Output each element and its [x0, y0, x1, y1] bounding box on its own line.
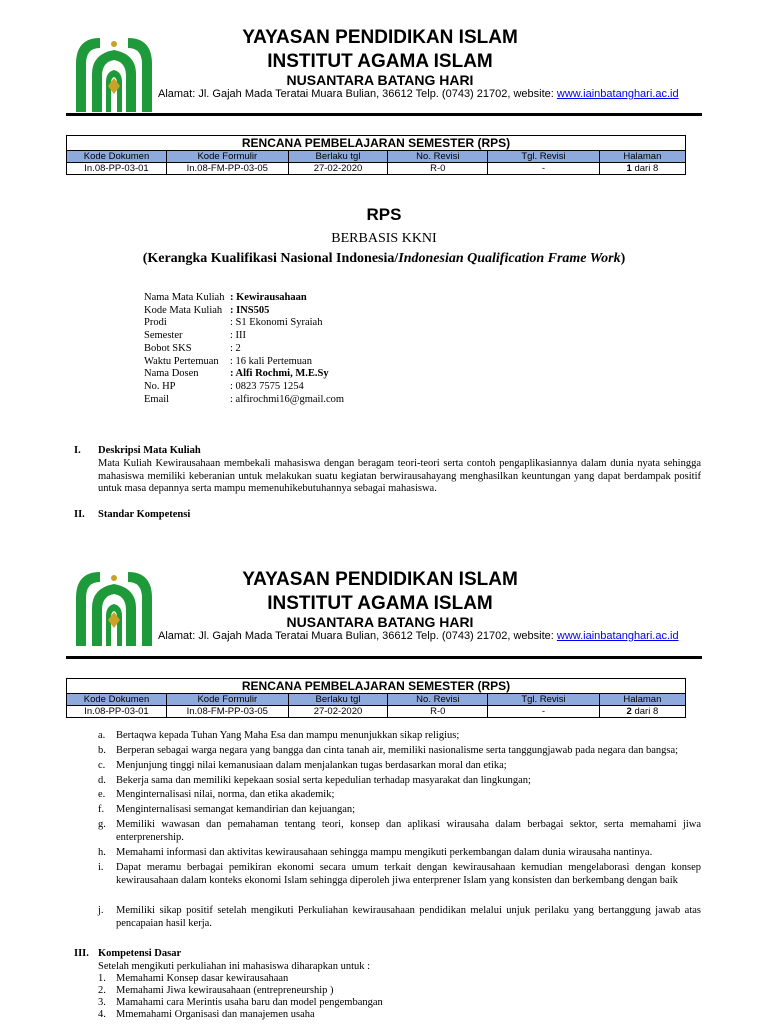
info-label: Waktu Pertemuan [144, 355, 219, 367]
numbered-item [98, 1009, 315, 1022]
table-header-row [67, 694, 686, 706]
list-text: Menginternalisasi nilai, norma, dan etika akademik; [116, 789, 335, 800]
website-link[interactable]: www.iainbatanghari.ac.id [556, 630, 679, 642]
info-row [144, 330, 344, 343]
value-cell: In.08-FM-PP-03-05 [167, 163, 289, 175]
list-item [98, 744, 701, 757]
section-intro: Setelah mengikuti perkuliahan ini mahasiswa diharapkan untuk : [98, 961, 371, 972]
info-label: Email [144, 393, 170, 405]
header-divider [66, 113, 702, 116]
list-text: Memahami Jiwa kewirausahaan (entrepreneurship ) [116, 985, 334, 996]
section-number: I. [74, 445, 81, 456]
page-cell [599, 163, 685, 175]
list-marker: h. [98, 847, 106, 858]
value-cell: - [488, 706, 600, 718]
list-text: Berperan sebagai warga negara yang bangga dan cinta tanah air, memiliki nasionalisme serta tanggungjawab pada negara dan bangsa; [116, 745, 679, 756]
table-row [67, 163, 686, 175]
info-label: No. HP [144, 380, 176, 392]
info-row [144, 394, 344, 407]
info-label: Bobot SKS [144, 342, 192, 354]
list-item [98, 788, 701, 801]
section-number: II. [74, 509, 85, 520]
kkni-subtitle-text: (Kerangka Kualifikasi Nasional Indonesia/ [142, 251, 399, 266]
info-value: : INS505 [230, 304, 270, 316]
value-cell: 27-02-2020 [288, 163, 388, 175]
document-control-table [66, 678, 686, 718]
value-cell: - [488, 163, 600, 175]
info-row [144, 317, 344, 330]
info-row [144, 292, 344, 305]
institute-logo [70, 568, 158, 648]
list-marker: 3. [98, 997, 106, 1008]
document-control-table [66, 135, 686, 175]
table-caption: RENCANA PEMBELAJARAN SEMESTER (RPS) [67, 136, 686, 151]
address [158, 630, 679, 643]
list-marker: a. [98, 730, 106, 741]
list-text: Memahami Konsep dasar kewirausahaan [116, 973, 289, 984]
header-cell: Berlaku tgl [288, 151, 388, 163]
header-cell: Kode Formulir [167, 694, 289, 706]
list-marker: 4. [98, 1009, 106, 1020]
list-text: Memiliki sikap positif setelah mengikuti Perkuliahan kewirausahaan pendidikan melalui unjuk perilaku yang bertanggung jawab atas pencapaian hasil kerja. [116, 905, 701, 929]
list-item [98, 818, 701, 844]
table-header-row [67, 151, 686, 163]
info-label: Semester [144, 330, 183, 342]
list-item [98, 861, 701, 887]
value-cell: 27-02-2020 [288, 706, 388, 718]
address-text: Alamat: Jl. Gajah Mada Teratai Muara Bulian, 36612 Telp. (0743) 21702, website: [158, 88, 557, 100]
section-number: III. [74, 948, 89, 959]
list-marker: d. [98, 775, 106, 786]
info-value: : Kewirausahaan [230, 292, 307, 303]
list-text: Bekerja sama dan memiliki kepekaan sosial serta kepedulian terhadap masyarakat dan lingkungan; [116, 775, 531, 786]
header-cell: Kode Formulir [167, 151, 289, 163]
header-cell: Halaman [599, 151, 685, 163]
list-item [98, 774, 701, 787]
value-cell: R-0 [388, 706, 488, 718]
page-total: dari 8 [631, 163, 659, 174]
list-item [98, 846, 701, 859]
list-marker: i. [98, 862, 104, 873]
list-text: Bertaqwa kepada Tuhan Yang Maha Esa dan mampu menunjukkan sikap religius; [116, 730, 460, 741]
list-item [98, 759, 701, 772]
website-link[interactable]: www.iainbatanghari.ac.id [556, 88, 679, 100]
institute-location: NUSANTARA BATANG HARI [286, 614, 474, 630]
list-text: Menjunjung tinggi nilai kemanusiaan dalam menjalankan tugas berdasarkan moral dan etika; [116, 760, 507, 771]
info-value: : III [230, 330, 247, 342]
document-title: RPS [366, 205, 402, 224]
value-cell: R-0 [388, 163, 488, 175]
info-value: : 0823 7575 1254 [230, 380, 304, 392]
list-item [98, 729, 701, 742]
info-value: : 2 [230, 342, 241, 354]
list-marker: c. [98, 760, 106, 771]
list-marker: 2. [98, 985, 106, 996]
table-row [67, 706, 686, 718]
value-cell: In.08-FM-PP-03-05 [167, 706, 289, 718]
info-row [144, 368, 344, 381]
section-title: Standar Kompetensi [98, 509, 191, 520]
info-value: : S1 Ekonomi Syraiah [230, 317, 323, 329]
list-marker: f. [98, 804, 105, 815]
numbered-item [98, 973, 288, 986]
document-subtitle: BERBASIS KKNI [331, 231, 437, 246]
foundation-name: YAYASAN PENDIDIKAN ISLAM [242, 27, 518, 48]
list-text: Memahami informasi dan aktivitas kewirausahaan sehingga mampu mengikuti perkembangan dalam dunia wirausaha nantinya. [116, 847, 653, 858]
info-label: Kode Mata Kuliah [144, 304, 223, 316]
address [158, 88, 679, 101]
info-label: Nama Mata Kuliah [144, 292, 225, 303]
institute-logo [70, 34, 158, 114]
info-value: : alfirochmi16@gmail.com [230, 393, 345, 405]
list-marker: b. [98, 745, 106, 756]
info-row [144, 356, 344, 369]
list-item [98, 904, 701, 930]
header-cell: Kode Dokumen [67, 151, 167, 163]
list-marker: j. [98, 905, 104, 916]
header-cell: Berlaku tgl [288, 694, 388, 706]
info-label: Prodi [144, 317, 167, 329]
page-number: 2 [626, 706, 632, 717]
numbered-item [98, 985, 334, 998]
info-row [144, 381, 344, 394]
table-caption: RENCANA PEMBELAJARAN SEMESTER (RPS) [67, 679, 686, 694]
list-marker: g. [98, 819, 106, 830]
value-cell: In.08-PP-03-01 [67, 706, 167, 718]
value-cell: In.08-PP-03-01 [67, 163, 167, 175]
numbered-item [98, 997, 383, 1010]
section-title: Kompetensi Dasar [98, 948, 182, 959]
header-divider [66, 656, 702, 659]
header-cell: Kode Dokumen [67, 694, 167, 706]
address-text: Alamat: Jl. Gajah Mada Teratai Muara Bulian, 36612 Telp. (0743) 21702, website: [158, 630, 557, 642]
info-row [144, 305, 344, 318]
kkni-subtitle [0, 251, 768, 267]
info-value: : Alfi Rochmi, M.E.Sy [230, 368, 329, 380]
list-text: Dapat meramu berbagai pemikiran ekonomi secara umum terkait dengan kewirausahaan kemudian mengelaborasi dengan konsep kewirausahaan dalam konteks ekonomi Islam sehingga diperoleh jiwa enterprener Islam yang konsisten dan berkembang dengan baik [116, 862, 701, 886]
header-cell: No. Revisi [388, 151, 488, 163]
course-info [144, 292, 344, 406]
institute-location: NUSANTARA BATANG HARI [286, 72, 474, 88]
course-description: Mata Kuliah Kewirausahaan membekali mahasiswa dengan beragam teori-teori serta contoh pengaplikasiannya dalam dunia nyata sehingga mahasiswa memiliki keberanian untuk melakukan suatu kegiatan berwirausahayang menghasilkan keuntungan yang dapat berdampak positif untuk masa depannya serta mampu memenuhikebutuhannya sebagai mahasiswa. [98, 458, 701, 494]
list-marker: 1. [98, 973, 106, 984]
header-cell: No. Revisi [388, 694, 488, 706]
list-text: Mamahami cara Merintis usaha baru dan model pengembangan [116, 997, 383, 1008]
info-value: : 16 kali Pertemuan [230, 355, 312, 367]
foundation-name: YAYASAN PENDIDIKAN ISLAM [242, 569, 518, 590]
page-cell [599, 706, 685, 718]
list-marker: e. [98, 789, 106, 800]
info-row [144, 343, 344, 356]
page-total: dari 8 [631, 706, 659, 717]
institute-name: INSTITUT AGAMA ISLAM [267, 593, 493, 614]
list-text: Memiliki wawasan dan pemahaman tentang teori, konsep dan aplikasi wirausaha dalam berbagai sektor, serta memahami jiwa enterprenership. [116, 819, 701, 843]
institute-name: INSTITUT AGAMA ISLAM [267, 51, 493, 72]
kkni-subtitle-italic: Indonesian Qualification Frame Work [398, 251, 621, 266]
list-item [98, 803, 701, 816]
info-label: Nama Dosen [144, 368, 199, 380]
section-title: Deskripsi Mata Kuliah [98, 445, 201, 456]
header-cell: Tgl. Revisi [488, 694, 600, 706]
header-cell: Halaman [599, 694, 685, 706]
header-cell: Tgl. Revisi [488, 151, 600, 163]
list-text: Mmemahami Organisasi dan manajemen usaha [116, 1009, 315, 1020]
kkni-subtitle-close: ) [620, 251, 626, 266]
page-number: 1 [626, 163, 632, 174]
list-text: Menginternalisasi semangat kemandirian dan kejuangan; [116, 804, 356, 815]
